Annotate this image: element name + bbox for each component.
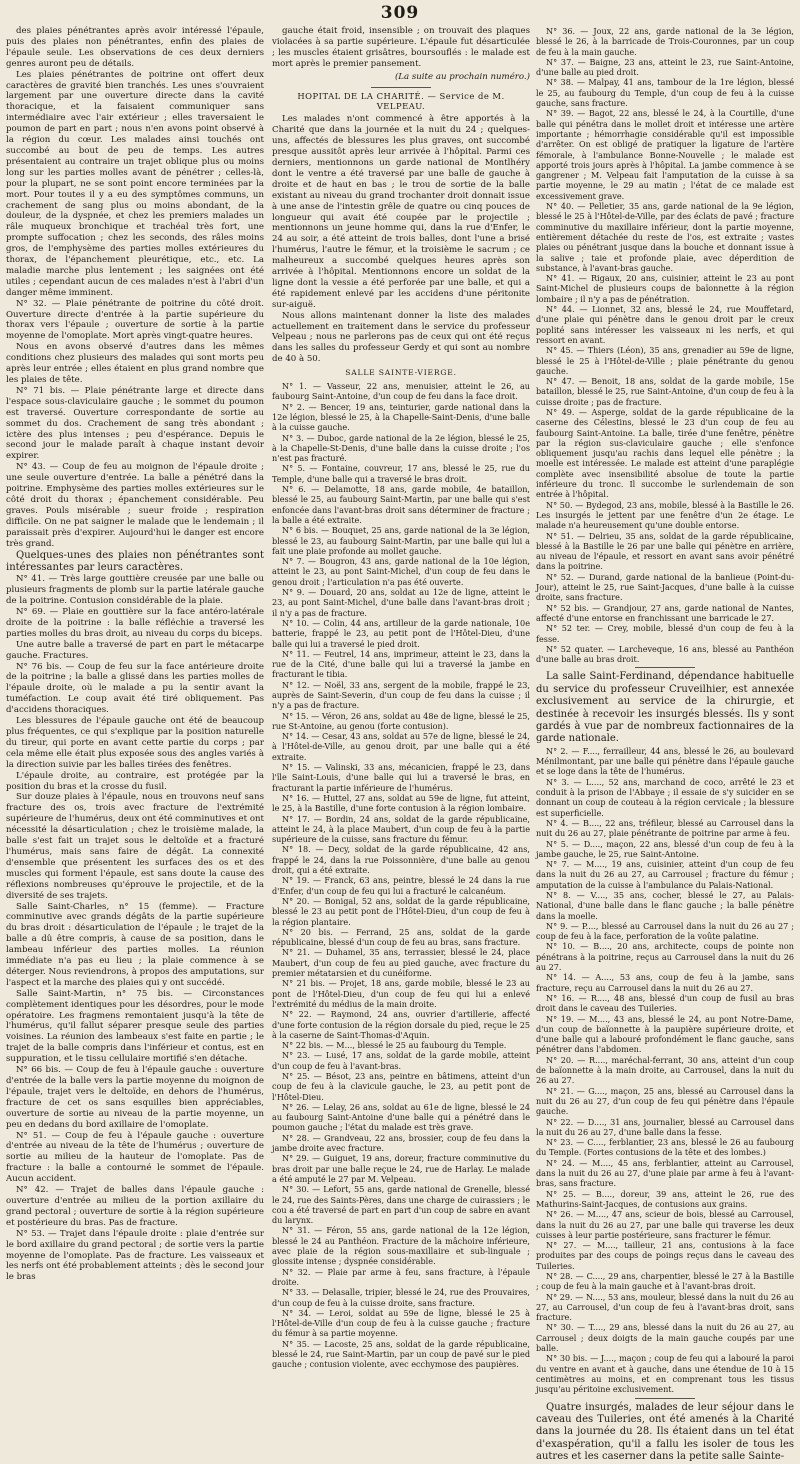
divider: [635, 667, 695, 668]
patient-entry: N° 14. — A...., 53 ans, coup de feu à la jambe, sans fracture, reçu au Carrousel dans la nuit du 26 au 27.: [536, 972, 794, 993]
patient-entry: N° 52 ter. — Crey, mobile, blessé d'un coup de feu à la fesse.: [536, 623, 794, 644]
paragraph: Salle Saint-Martin, n° 75 bis. — Circonstances complètement identiques pour les désordres, pour le mode opératoire. Les fragmens remontaient jusqu'à la tête de l'humérus, qu'il fallut séparer presque seule des parties voisines. La réunion des lambeaux s'est faite en partie ; le trajet de la balle compris dans l'inférieur et contus, est en suppuration, et le tissu cellulaire mortifié s'en détache.: [6, 988, 264, 1065]
patient-entry: N° 4. — B...., 22 ans, tréfileur, blessé au Carrousel dans la nuit du 26 au 27, plaie pénétrante de poitrine par arme à feu.: [536, 817, 794, 839]
patient-entry: N° 22. — D...., 31 ans, journalier, blessé au Carrousel dans la nuit du 26 au 27, d'une balle dans la fesse.: [536, 1116, 794, 1137]
patient-entry: N° 7. — M...., 19 ans, cuisinier, atteint d'un coup de feu dans la nuit du 26 au 27, au Carrousel ; fracture du fémur ; amputation de la cuisse à l'ambulance du Palais-National.: [536, 859, 794, 890]
patient-entry: N° 20. — Bonigal, 52 ans, soldat de la garde républicaine, blessé le 23 au petit pont de l'Hôtel-Dieu, d'un coup de feu à la région plantaire.: [272, 895, 530, 927]
patient-entry: N° 15. — Véron, 26 ans, soldat au 48e de ligne, blessé le 25, rue St-Antoine, au genou (forte contusion).: [272, 710, 530, 731]
paragraph: Une autre balle a traversé de part en part le métacarpe gauche. Fractures.: [6, 639, 264, 661]
patient-entry: N° 31. — Féron, 55 ans, garde national de la 12e légion, blessé le 24 au Panthéon. Fracture de la mâchoire inférieure, avec plaie de la région sous-maxillaire et sub-linguale ; glossite intense ; dyspnée considérable.: [272, 1225, 530, 1267]
patient-entry: N° 12. — Noël, 33 ans, sergent de la mobile, frappé le 23, auprès de Saint-Severin, d'un coup de feu dans la cuisse ; il n'y a pas de fracture.: [272, 679, 530, 711]
patient-entry: N° 9. — P...., blessé au Carrousel dans la nuit du 26 au 27 ; coup de feu à la face, perforation de la voûte palatine.: [536, 920, 794, 942]
page-number: 309: [380, 3, 420, 23]
paragraph: gauche était froid, insensible ; on trouvait des plaques violacées à sa partie supérieure. L'épaule fut désarticulée ; les muscles étaient grisâtres, boursouflés : le malade est mort après le premier pansement.: [272, 26, 530, 69]
patient-entry: N° 40. — Pelletier, 35 ans, garde national de la 9e légion, blessé le 25 à l'Hôtel-de-Ville, par des éclats de pavé ; fracture comminutive du maxillaire inférieur, dont la partie moyenne, entièrement détachée du reste de l'os, est extraite ; vastes plaies ou pénétrant jusque dans la bouche et donnant issue à la salive ; taie et profonde plaie, avec déperdition de substance, à l'avant-bras gauche.: [536, 201, 794, 273]
patient-entry: N° 44. — Lionnet, 32 ans, blessé le 24, rue Mouffetard, d'une plaie qui pénètre dans le genou droit par le creux poplité sans intéresser les vaisseaux ni les nerfs, et qui ressort en avant.: [536, 304, 794, 345]
patient-entry: N° 10. — Colin, 44 ans, artilleur de la garde nationale, 10e batterie, frappé le 23, au petit pont de l'Hôtel-Dieu, d'une balle qui lui a traversé le pied droit.: [272, 617, 530, 649]
patient-entry: N° 22 bis. — M..., blessé le 25 au faubourg du Temple.: [282, 1040, 507, 1051]
continuation-note: (La suite au prochain numéro.): [394, 71, 530, 82]
patient-entry: N° 21. — G...., maçon, 25 ans, blessé au Carrousel dans la nuit du 26 au 27, d'un coup de feu qui pénètre dans l'épaule gauche.: [536, 1085, 794, 1117]
patient-entry: N° 15. — Valinski, 33 ans, mécanicien, frappé le 23, dans l'île Saint-Louis, d'une balle qui lui a traversé le bras, en fracturant la partie inférieure de l'humérus.: [272, 762, 530, 793]
patient-entry: N° 14. — Cesar, 43 ans, soldat au 57e de ligne, blessé le 24, à l'Hôtel-de-Ville, au genou droit, par une balle qui a été extraite.: [272, 731, 530, 762]
patient-entry: N° 21 bis. — Projet, 18 ans, garde mobile, blessé le 23 au pont de l'Hôtel-Dieu, d'un coup de feu qui lui a enlevé l'extrémité du médius de la main droite.: [272, 978, 530, 1009]
patient-entry: N° 29. — Guiguet, 19 ans, doreur, fracture comminutive du bras droit par une balle reçue le 24, rue de Harlay. Le malade a été amputé le 27 par M. Velpeau.: [272, 1153, 530, 1184]
divider: [371, 87, 431, 88]
patient-entry: N° 24. — M...., 45 ans, ferblantier, atteint au Carrousel, dans la nuit du 26 au 27, d'une plaie par arme à feu à l'avant-bras, sans fracture.: [536, 1157, 794, 1189]
paragraph: N° 41. — Très large gouttière creusée par une balle ou plusieurs fragments de plomb sur la partie latérale gauche de la poitrine. Contusion considérable de la plaie.: [6, 574, 264, 607]
patient-entry: N° 47. — Benoit, 18 ans, soldat de la garde mobile, 15e bataillon, blessé le 25, rue Saint-Antoine, d'un coup de feu à la cuisse droite ; pas de fracture.: [536, 376, 794, 407]
patient-entry: N° 27. — M...., tailleur, 21 ans, contusions à la face produites par des coups de poings reçus dans le caveau des Tuileries.: [536, 1240, 794, 1271]
patient-list: [272, 381, 530, 1370]
patient-entry: N° 21. — Duhamel, 35 ans, terrassier, blessé le 24, place Maubert, d'un coup de feu au pied gauche, avec fracture du premier métatarsien et du cunéiforme.: [272, 947, 530, 979]
patient-entry: N° 52 quater. — Larcheveque, 16 ans, blessé au Panthéon d'une balle au bras droit.: [536, 643, 794, 665]
patient-entry: N° 6. — Delamotte, 18 ans, garde mobile, 4e bataillon, blessé le 25, au faubourg Saint-Martin, par une balle qui s'est enfoncée dans l'avant-bras droit sans déterminer de fracture ; la balle a été extraite.: [272, 484, 530, 525]
paragraph: des plaies pénétrantes après avoir intéressé l'épaule, puis des plaies non pénétrantes, enfin des plaies de l'épaule seule. Les observations de ces deux derniers genres auront peu de détails.: [6, 26, 264, 69]
paragraph: Les malades n'ont commencé à être apportés à la Charité que dans la journée et la nuit du 24 ; quelques-uns, affectés de blessures les plus graves, ont succombé presque aussitôt après leur arrivée à l'hôpital. Parmi ces derniers, mentionnons un garde national de Montlhéry dont le ventre a été traversé par une balle de gauche à droite et de haut en bas ; le trou de sortie de la balle existant au niveau du grand trochanter droit donnait issue à une anse de l'intestin grêle de quatre ou cinq pouces de longueur qui avait été coupée par le projectile ; mentionnons un jeune homme qui, dans la rue d'Enfer, le 24 au soir, a été atteint de trois balles, dont l'une a brisé l'humérus, l'autre le fémur, et la troisième le sacrum ; ce malheureux a succombé quelques heures après son arrivée à l'hôpital. Mentionnons encore un soldat de la ligne dont la vessie a été perforée par une balle, et qui a été rapidement enlevé par les accidens d'une péritonite sur-aiguë.: [272, 114, 530, 310]
patient-entry: N° 19. — M...., 43 ans, blessé le 24, au pont Notre-Dame, d'un coup de baïonnette à la paupière supérieure droite, et d'une balle qui a labouré profondément le flanc gauche, sans pénétrer dans l'abdomen.: [536, 1013, 794, 1055]
patient-entry: N° 23. — Lusé, 17 ans, soldat de la garde mobile, atteint d'un coup de feu à l'avant-bras.: [272, 1050, 530, 1071]
paragraph: L'épaule droite, au contraire, est protégée par la position du bras et la crosse du fusil.: [6, 770, 264, 792]
patient-entry: N° 25. — Bésot, 23 ans, peintre en bâtimens, atteint d'un coup de feu à la clavicule gauche, le 23, au petit pont de l'Hôtel-Dieu.: [272, 1070, 530, 1102]
paragraph: N° 43. — Coup de feu au moignon de l'épaule droite ; une seule ouverture d'entrée. La balle a pénétré dans la poitrine. Emphysème des parties molles extérieures sur le côté droit du thorax ; épanchement considérable. Peu graves. Pouls misérable ; sueur froide ; respiration difficile. On ne pat saigner le malade que le lendemain ; il paraissait près d'expirer. Aujourd'hui le danger est encore très grand.: [6, 462, 264, 549]
patient-entry: N° 20 bis. — Ferrand, 25 ans, soldat de la garde républicaine, blessé d'un coup de feu au bras, sans fracture.: [272, 926, 530, 948]
patient-entry: N° 22. — Raymond, 24 ans, ouvrier d'artillerie, affecté d'une forte contusion de la région dorsale du pied, reçue le 25 à la caserne de Saint-Thomas-d'Aquin.: [272, 1009, 530, 1040]
patient-entry: N° 5. — D...., maçon, 22 ans, blessé d'un coup de feu à la jambe gauche, le 25, rue Saint-Antoine.: [536, 838, 794, 859]
patient-entry: N° 26. — Lelay, 26 ans, soldat au 61e de ligne, blessé le 24 au faubourg Saint-Antoine d'une balle qui a pénétré dans le poumon gauche ; l'état du malade est très grave.: [272, 1101, 530, 1133]
paragraph: Les blessures de l'épaule gauche ont été de beaucoup plus fréquentes, ce qui s'explique par la position naturelle du tireur, qui porte en avant cette partie du corps ; par cela même elle était plus exposée sous des angles variés à la direction suivie par les balles tirées des fenêtres.: [6, 716, 264, 770]
paragraph: Nous allons maintenant donner la liste des malades actuellement en traitement dans le service du professeur Velpeau ; nous ne parlerons pas de ceux qui ont été reçus dans les salles du professeur Gerdy et qui sont au nombre de 40 à 50.: [272, 310, 530, 365]
patient-list: [536, 746, 794, 1395]
patient-entry: N° 33. — Delasalle, tripier, blessé le 24, rue des Prouvaires, d'un coup de feu à la cuisse droite, sans fracture.: [272, 1287, 530, 1308]
patient-entry: N° 20. — R...., maréchal-ferrant, 30 ans, atteint d'un coup de baïonnette à la main droite, au Carrousel, dans la nuit du 26 au 27.: [536, 1054, 794, 1086]
divider: [635, 1398, 695, 1399]
patient-entry: N° 52 bis. — Grandjour, 27 ans, garde national de Nantes, affecté d'une entorse en franchissant une barricade le 27.: [536, 602, 794, 623]
paragraph: N° 66 bis. — Coup de feu à l'épaule gauche : ouverture d'entrée de la balle vers la partie moyenne du moignon de l'épaule, trajet vers le deltoïde, en dehors de l'humérus, fracture de cet os sans esquilles bien appréciables, ouverture de sortie au niveau de la partie moyenne, un peu en dedans du bord axillaire de l'omoplate.: [6, 1065, 264, 1130]
paragraph: Les plaies pénétrantes de poitrine ont offert deux caractères de gravité bien tranchés. Les unes s'ouvraient largement par une ouverture directe dans la cavité thoracique, et la faisaient communiquer sans intermédiaire avec l'air extérieur ; elles traversaient le poumon de part en part ; nous n'en avons point observé à la région du cœur. Les malades ainsi touchés ont succombé au bout de peu de temps. Les autres présentaient au contraire un trajet oblique plus ou moins long sur les parties molles avant de pénétrer ; celles-là, pour la plupart, ne se sont point encore terminées par la mort. Pour toutes il y a eu des symptômes communs, un crachement de sang plus ou moins abondant, de la douleur, de la dyspnée, et chez les premiers malades un râle muqueux bronchique et trachéal très fort, une prompte suffocation ; chez les seconds, des râles moins gros, de l'emphysème des parties molles extérieures du thorax, de l'épanchement pleurétique, etc., etc. La maladie marche plus lentement ; les saignées ont été utiles ; cependant aucun de ces malades n'est à l'abri d'un danger même imminent.: [6, 69, 264, 298]
patient-entry: N° 3. — L...., 52 ans, marchand de coco, arrêté le 23 et conduit à la prison de l'Abbaye ; il essaie de s'y suicider en se donnant un coup de couteau à la région cervicale ; la blessure est superficielle.: [536, 776, 794, 818]
column-3: [536, 26, 794, 1463]
patient-entry: N° 51. — Delrieu, 35 ans, soldat de la garde républicaine, blessé à la Bastille le 26 par une balle qui pénètre en arrière, au niveau de l'épaule, et ressort en avant sans avoir pénétré dans la poitrine.: [536, 530, 794, 572]
column-2: [272, 26, 530, 1370]
ward-heading: SALLE SAINTE-VIERGE.: [345, 368, 457, 378]
patient-entry: N° 41. — Rigaux, 20 ans, cuisinier, atteint le 23 au pont Saint-Michel de plusieurs coups de baïonnette à la région lombaire ; il n'y a pas de pénétration.: [536, 273, 794, 304]
paragraph: Nous en avons observé d'autres dans les mêmes conditions chez plusieurs des malades qui sont morts peu après leur entrée ; elles étaient en plus grand nombre que les plaies de tête.: [6, 342, 264, 385]
patient-entry: N° 45. — Thiers (Léon), 35 ans, grenadier au 59e de ligne, blessé le 25 à l'Hôtel-de-Ville ; plaie pénétrante du genou gauche.: [536, 345, 794, 376]
patient-entry: N° 6 bis. — Bouquet, 25 ans, garde national de la 3e légion, blessé le 23, au faubourg Saint-Martin, par une balle qui lui a fait une plaie profonde au mollet gauche.: [272, 525, 530, 556]
paragraph: N° 76 bis. — Coup de feu sur la face antérieure droite de la poitrine ; la balle a glissé dans les parties molles de l'épaule droite, où le malade a pu la sentir avant la tuméfaction. Le coup avait été tiré obliquement. Pas d'accidens thoraciques.: [6, 661, 264, 716]
patient-entry: N° 2. — F...., ferrailleur, 44 ans, blessé le 26, au boulevard Ménilmontant, par une balle qui pénètre dans l'épaule gauche et se loge dans la tête de l'humérus.: [536, 745, 794, 777]
patient-list: [536, 26, 794, 664]
patient-entry: N° 1. — Vasseur, 22 ans, menuisier, atteint le 26, au faubourg Saint-Antoine, d'un coup de feu dans la face droit.: [272, 381, 530, 402]
section-heading: HOPITAL DE LA CHARITÉ. — Service de M. VELPEAU.: [297, 90, 505, 112]
patient-entry: N° 37. — Baigne, 23 ans, atteint le 23, rue Saint-Antoine, d'une balle au pied droit.: [536, 56, 794, 78]
patient-entry: N° 9. — Douard, 20 ans, soldat au 12e de ligne, atteint le 23, au pont Saint-Michel, d'une balle dans l'avant-bras droit ; il n'y a pas de fracture.: [272, 587, 530, 618]
patient-entry: N° 25. — B...., doreur, 39 ans, atteint le 26, rue des Mathurins-Saint-Jacques, de contusions aux grains.: [536, 1188, 794, 1209]
patient-entry: N° 28. — Grandveau, 22 ans, brossier, coup de feu dans la jambe droite avec fracture.: [272, 1132, 530, 1154]
patient-entry: N° 23. — C...., ferblantier, 23 ans, blessé le 26 au faubourg du Temple. (Fortes contusions de la tête et des lombes.): [536, 1137, 794, 1158]
paragraph: N° 51. — Coup de feu à l'épaule gauche : ouverture d'entrée au niveau de la tête de l'humérus ; ouverture de sortie au milieu de la hauteur de l'omoplate. Pas de fracture : la balle a contourné le sommet de l'épaule. Aucun accident.: [6, 1130, 264, 1185]
paragraph: N° 69. — Plaie en gouttière sur la face antéro-latérale droite de la poitrine : la balle réfléchie a traversé les parties molles du bras droit, au niveau du corps du biceps.: [6, 607, 264, 639]
paragraph: Salle Saint-Charles, n° 15 (femme). — Fracture comminutive avec grands dégâts de la partie supérieure du bras droit : désarticulation de l'épaule ; le trajet de la balle a dû être compris, à cause de sa position, dans le lambeau inférieur des parties molles. La réunion immédiate n'a pas eu lieu ; la plaie commence à se déterger. Nous reviendrons, à propos des amputations, sur l'aspect et la marche des plaies qui y ont succédé.: [6, 901, 264, 988]
patient-entry: N° 38. — Malpay, 41 ans, tambour de la 1re légion, blessé le 25, au faubourg du Temple, d'un coup de feu à la cuisse gauche, sans fracture.: [536, 77, 794, 109]
patient-entry: N° 32. — Plaie par arme à feu, sans fracture, à l'épaule droite.: [272, 1266, 530, 1287]
patient-entry: N° 26. — M...., 47 ans, scieur de bois, blessé au Carrousel, dans la nuit du 26 au 27, par une balle qui traverse les deux cuisses à leur partie postérieure, sans fracturer le fémur.: [536, 1209, 794, 1240]
patient-entry: N° 17. — Bordin, 24 ans, soldat de la garde républicaine, atteint le 24, à la place Maubert, d'un coup de feu à la partie supérieure de la cuisse, sans fracture du fémur.: [272, 813, 530, 845]
patient-entry: N° 7. — Bougron, 43 ans, garde national de la 10e légion, atteint le 23, au pont Saint-Michel, d'un coup de feu dans le genou droit ; l'articulation n'a pas été ouverte.: [272, 556, 530, 587]
patient-entry: N° 36. — Joux, 22 ans, garde national de la 3e légion, blessé le 26, à la barricade de Trois-Couronnes, par un coup de feu à la main gauche.: [536, 26, 794, 57]
patient-entry: N° 30. — Lefort, 55 ans, garde national de Grenelle, blessé le 24, rue des Saints-Pères, dans une charge de cuirassiers ; le cou a été traversé de part en part d'un coup de sabre en avant du larynx.: [272, 1184, 530, 1226]
patient-entry: N° 50. — Bydegod, 23 ans, mobile, blessé à la Bastille le 26. Les insurgés le jettent par une fenêtre d'un 2e étage. Le malade n'a heureusement qu'une double entorse.: [536, 499, 794, 531]
patient-entry: N° 30. — T...., 29 ans, blessé dans la nuit du 26 au 27, au Carrousel ; deux doigts de la main gauche coupés par une balle.: [536, 1322, 794, 1354]
patient-entry: N° 8. — V...., 35 ans, cocher, blessé le 27, au Palais-National, d'une balle dans le flanc gauche ; la balle pénètre dans la moelle.: [536, 890, 794, 921]
paragraph: N° 71 bis. — Plaie pénétrante large et directe dans l'espace sous-claviculaire gauche ; le sommet du poumon est traversé. Ouverture correspondante de sortie au sommet du dos. Crachement de sang très abondant ; ictère des plus intenses ; peu d'espérance. Depuis le second jour le malade paraît à chaque instant devoir expirer.: [6, 385, 264, 462]
patient-entry: N° 39. — Bagot, 22 ans, blessé le 24, à la Courtille, d'une balle qui pénétra dans le mollet droit et intéresse une artère importante ; hémorrhagie considérable qu'il est impossible d'arrêter. On est obligé de pratiquer la ligature de l'artère fémorale, à l'ambulance Bonne-Nouvelle ; le malade est apporté trois jours après à l'hôpital. La jambe commence à se gangrener ; M. Velpeau fait l'amputation de la cuisse à sa partie moyenne, le 29 au matin ; l'état de ce malade est excessivement grave.: [536, 108, 794, 201]
patient-entry: N° 28. — C...., 29 ans, charpentier, blessé le 27 à la Bastille ; coup de feu à la main gauche et à l'avant-bras droit.: [536, 1270, 794, 1292]
patient-entry: N° 35. — Lacoste, 25 ans, soldat de la garde républicaine, blessé le 24, rue Saint-Martin, par un coup de pavé sur le pied gauche ; contusion violente, avec ecchymose des paupières.: [272, 1338, 530, 1370]
paragraph: N° 53. — Trajet dans l'épaule droite : plaie d'entrée sur le bord axillaire du grand pectoral ; de sortie vers la partie moyenne de l'omoplate. Pas de fracture. Les vaisseaux et les nerfs ont été probablement atteints ; dès le second jour le bras: [6, 1228, 264, 1283]
patient-entry: N° 5. — Fontaine, couvreur, 17 ans, blessé le 25, rue du Temple, d'une balle qui a traversé le bras droit.: [272, 463, 530, 484]
patient-entry: N° 18. — Decy, soldat de la garde républicaine, 42 ans, frappé le 24, dans la rue Poissonnière, d'une balle au genou droit, qui a été extraite.: [272, 844, 530, 876]
paragraph: N° 32. — Plaie pénétrante de poitrine du côté droit. Ouverture directe d'entrée à la partie supérieure du thorax vers l'épaule ; ouverture de sortie à la partie moyenne de l'omoplate. Mort après vingt-quatre heures.: [6, 298, 264, 342]
patient-entry: N° 16. — Huttel, 27 ans, soldat au 59e de ligne, fut atteint, le 25, à la Bastille, d'une forte contusion à la région lombaire.: [272, 792, 530, 814]
patient-entry: N° 29. — N...., 53 ans, mouleur, blessé dans la nuit du 26 au 27, au Carrousel, d'un coup de feu à l'avant-bras droit, sans fracture.: [536, 1291, 794, 1323]
paragraph: Sur douze plaies à l'épaule, nous en trouvons neuf sans fracture des os, trois avec fracture de l'extrémité supérieure de l'humérus, deux ont été comminutives et ont nécessité la désarticulation ; chez le troisième malade, la balle s'est fait un trajet sous le deltoïde et a fracturé l'humérus, mais sans faire de dégât. La connexité d'ensemble que présentent les surfaces des os et des muscles qui forment l'épaule, est sans doute la cause des réflexions nombreuses qu'éprouve le projectile, et de la diversité de ses trajets.: [6, 792, 264, 901]
patient-entry: N° 49. — Asperge, soldat de la garde républicaine de la caserne des Célestins, blessé le 23 d'un coup de feu au faubourg Saint-Antoine. La balle, tirée d'une fenêtre, pénètre par la région sus-claviculaire gauche ; elle s'enfonce obliquement jusqu'au rachis dans lequel elle pénètre ; la moelle est intéressée. Le malade est atteint d'une paraplégie complète avec insensibilité absolue de toute la partie inférieure du tronc. Il succombe le surlendemain de son entrée à l'hôpital.: [536, 406, 794, 500]
paragraph: Quatre insurgés, malades de leur séjour dans le caveau des Tuileries, ont été amenés à la Charité dans la journée du 28. Ils étaient dans un tel état d'exaspération, qu'il a fallu les isoler de tous les autres et les caserner dans la petite salle Sainte-: [536, 1401, 794, 1463]
paragraph: La salle Saint-Ferdinand, dépendance habituelle du service du professeur Cruveilhier, est annexée exclusivement au service de la chirurgie, et destinée à recevoir les insurgés blessés. Ils y sont gardés à vue par de nombreux factionnaires de la garde nationale.: [536, 671, 794, 745]
patient-entry: N° 30 bis. — J...., maçon ; coup de feu qui a labouré la paroi du ventre en avant et à gauche, dans une étendue de 10 à 15 centimètres au moins, et en comprenant tous les tissus jusqu'au péritoine exclusivement.: [536, 1353, 794, 1395]
paragraph: Quelques-unes des plaies non pénétrantes sont intéressantes par leurs caractères.: [6, 549, 264, 573]
column-1: [6, 26, 264, 1283]
patient-entry: N° 34. — Leroi, soldat au 59e de ligne, blessé le 25 à l'Hôtel-de-Ville d'un coup de feu à la cuisse gauche ; fracture du fémur à sa partie moyenne.: [272, 1307, 530, 1339]
paragraph: N° 42. — Trajet de balles dans l'épaule gauche : ouverture d'entrée au milieu de la portion axillaire du grand pectoral ; ouverture de sortie à la région supérieure et postérieure du bras. Pas de fracture.: [6, 1185, 264, 1228]
patient-entry: N° 10. — B...., 20 ans, architecte, coups de pointe non pénétrans à la poitrine, reçus au Carrousel dans la nuit du 26 au 27.: [536, 941, 794, 973]
patient-entry: N° 16. — R...., 48 ans, blessé d'un coup de fusil au bras droit dans le caveau des Tuileries.: [536, 992, 794, 1014]
patient-entry: N° 2. — Bencer, 19 ans, teinturier, garde national dans la 12e légion, blessé le 25, à la Chapelle-Saint-Denis, d'une balle à la cuisse gauche.: [272, 401, 530, 433]
patient-entry: N° 3. — Duboc, garde national de la 2e légion, blessé le 25, à la Chapelle-St-Denis, d'une balle dans la cuisse droite ; l'os n'est pas fracturé.: [272, 432, 530, 464]
patient-entry: N° 11. — Feutrel, 14 ans, imprimeur, atteint le 23, dans la rue de la Cité, d'une balle qui lui a traversé la jambe en fracturant le tibia.: [272, 648, 530, 680]
patient-entry: N° 52. — Durand, garde national de la banlieue (Point-du-Jour), atteint le 25, rue Saint-Jacques, d'une balle à la cuisse droite, sans fracture.: [536, 571, 794, 603]
patient-entry: N° 19. — Franck, 63 ans, peintre, blessé le 24 dans la rue d'Enfer, d'un coup de feu qui lui a fracturé le calcanéum.: [272, 875, 530, 896]
